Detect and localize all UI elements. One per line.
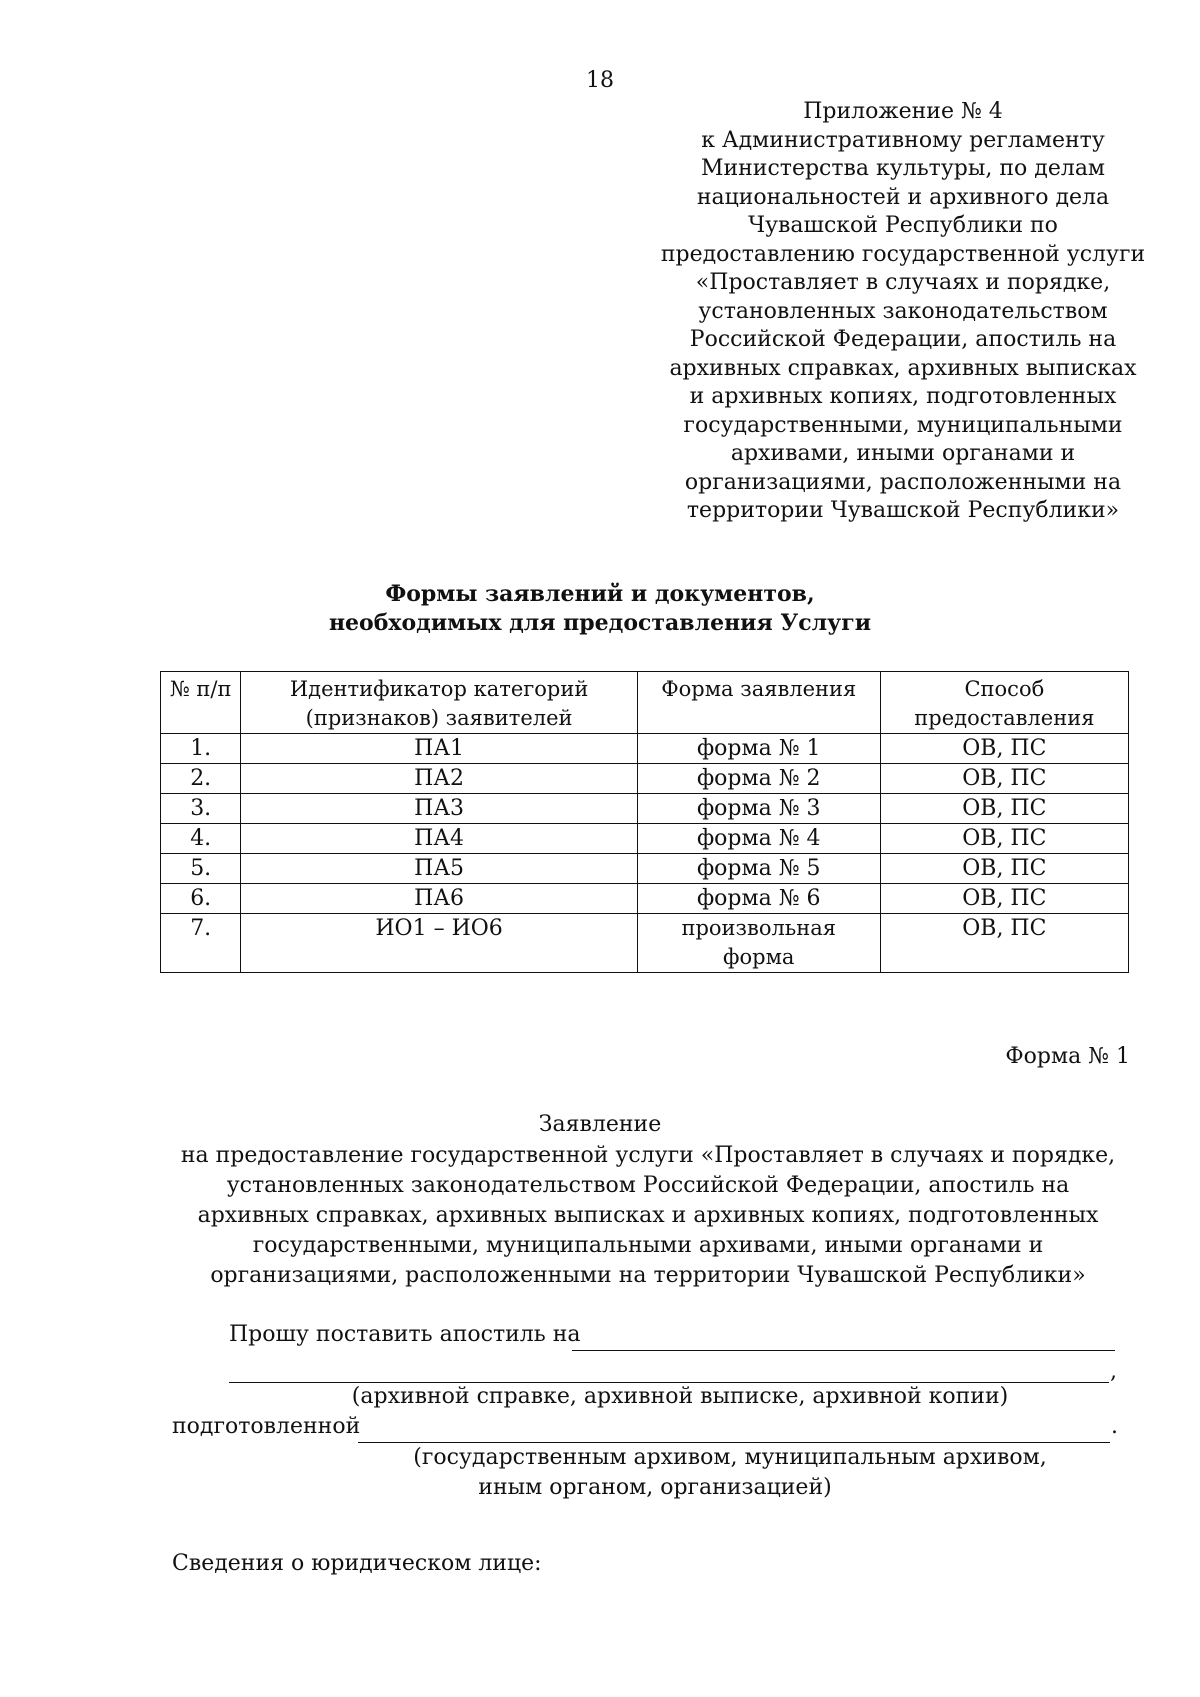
section-title-line: Формы заявлений и документов, — [385, 581, 815, 607]
prepared-label: подготовленной — [172, 1414, 361, 1439]
form-label: Форма № 1 — [1005, 1044, 1130, 1069]
appendix-line: и архивных копиях, подготовленных — [689, 384, 1117, 409]
appendix-line: к Административному регламенту — [701, 127, 1105, 153]
appendix-line: Российской Федерации, апостиль на — [689, 327, 1117, 352]
prepared-field[interactable] — [358, 1442, 1110, 1443]
appendix-line: Чувашской Республики по — [748, 213, 1058, 238]
cell-number: 2. — [161, 764, 241, 794]
cell-number: 6. — [161, 884, 241, 914]
request-field-line2[interactable] — [229, 1382, 1109, 1383]
appendix-line: предоставлению государственной услуги — [660, 241, 1146, 267]
appendix-line: Приложение № 4 — [803, 99, 1003, 124]
cell-form: форма № 6 — [637, 884, 880, 914]
appendix-line: Министерства культуры, по делам — [700, 156, 1106, 181]
appendix-line: «Проставляет в случаях и порядке, — [695, 270, 1111, 295]
header-form: Форма заявления — [637, 672, 880, 734]
section-title-line: необходимых для предоставления Услуги — [328, 610, 872, 636]
cell-identifier: ПА2 — [241, 764, 637, 794]
table-row — [161, 854, 1129, 884]
appendix-line: государственными, муниципальными — [683, 412, 1123, 438]
prepared-hint-line2: иным органом, организацией) — [478, 1475, 832, 1500]
appendix-line: установленных законодательством — [698, 298, 1108, 324]
table-row — [161, 914, 1129, 973]
appendix-line: архивами, иными органами и — [730, 441, 1076, 466]
header-method: Способ предоставления — [880, 672, 1128, 734]
cell-method: ОВ, ПС — [880, 824, 1128, 854]
table-row — [161, 884, 1129, 914]
cell-number: 1. — [161, 734, 241, 764]
cell-number: 7. — [161, 914, 241, 973]
appendix-line: территории Чувашской Республики» — [686, 498, 1120, 523]
cell-form: форма № 2 — [637, 764, 880, 794]
table-header-row — [161, 672, 1129, 734]
request-field-line1[interactable] — [572, 1350, 1115, 1351]
table-row — [161, 734, 1129, 764]
cell-method: ОВ, ПС — [880, 854, 1128, 884]
cell-form: форма № 5 — [637, 854, 880, 884]
cell-identifier: ИО1 – ИО6 — [241, 914, 637, 973]
comma: , — [1110, 1359, 1117, 1384]
cell-identifier: ПА5 — [241, 854, 637, 884]
cell-identifier: ПА6 — [241, 884, 637, 914]
cell-form: произвольная форма — [637, 914, 880, 973]
request-label: Прошу поставить апостиль на — [229, 1322, 581, 1347]
statement-title: Заявление — [538, 1112, 662, 1137]
cell-method: ОВ, ПС — [880, 764, 1128, 794]
appendix-line: национальностей и архивного дела — [696, 184, 1110, 210]
cell-number: 3. — [161, 794, 241, 824]
header-number: № п/п — [161, 672, 241, 734]
cell-method: ОВ, ПС — [880, 884, 1128, 914]
forms-table — [160, 671, 1129, 973]
cell-form: форма № 4 — [637, 824, 880, 854]
cell-identifier: ПА4 — [241, 824, 637, 854]
cell-form: форма № 3 — [637, 794, 880, 824]
cell-method: ОВ, ПС — [880, 794, 1128, 824]
section-title — [300, 580, 900, 638]
prepared-hint-line1: (государственным архивом, муниципальным архивом, — [413, 1445, 1047, 1470]
page-number: 18 — [586, 68, 614, 93]
appendix-header — [658, 98, 1148, 526]
cell-method: ОВ, ПС — [880, 914, 1128, 973]
cell-number: 5. — [161, 854, 241, 884]
cell-identifier: ПА3 — [241, 794, 637, 824]
cell-identifier: ПА1 — [241, 734, 637, 764]
appendix-line: организациями, расположенными на — [684, 469, 1122, 495]
table-row — [161, 824, 1129, 854]
request-hint: (архивной справке, архивной выписке, архивной копии) — [351, 1384, 1009, 1409]
cell-method: ОВ, ПС — [880, 734, 1128, 764]
cell-number: 4. — [161, 824, 241, 854]
period: . — [1111, 1414, 1118, 1439]
header-identifier: Идентификатор категорий (признаков) заявителей — [241, 672, 637, 734]
statement-description: на предоставление государственной услуги «Проставляет в случаях и порядке, установленных законодательством Российской Федерации, апостиль на архивных справках, архивных выписках и архивных копиях, подготовленных государственными, муниципальными архивами, иными органами и организациями, расположенными на территории Чувашской Республики» — [180, 1143, 1116, 1288]
table-row — [161, 794, 1129, 824]
cell-form: форма № 1 — [637, 734, 880, 764]
appendix-line: архивных справках, архивных выписках — [669, 355, 1137, 381]
table-row — [161, 764, 1129, 794]
legal-entity-heading: Сведения о юридическом лице: — [172, 1551, 542, 1576]
